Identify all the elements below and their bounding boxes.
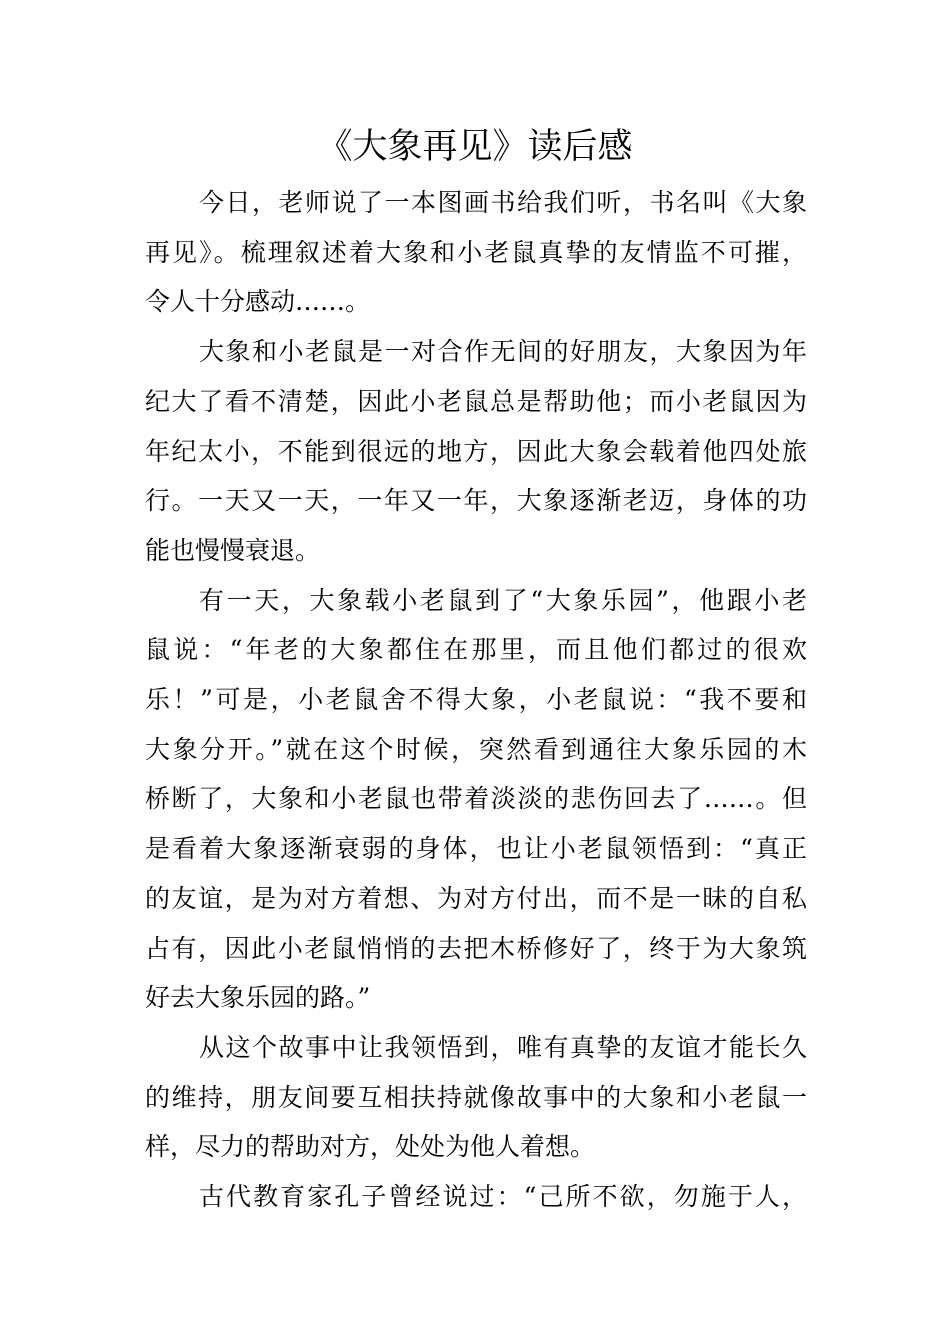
paragraph-line: 的维持，朋友间要互相扶持就像故事中的大象和小老鼠一 <box>145 1082 807 1112</box>
paragraph-line: 是看着大象逐渐衰弱的身体，也让小老鼠领悟到：“真正 <box>145 834 807 864</box>
paragraph-line: 再见》。梳理叙述着大象和小老鼠真挚的友情监不可摧， <box>145 237 807 267</box>
paragraph-line: 能也慢慢衰退。 <box>145 535 321 565</box>
paragraph-2 <box>145 327 807 576</box>
document-body <box>145 178 807 1222</box>
paragraph-line: 古代教育家孔子曾经说过：“己所不欲，勿施于人， <box>199 1182 807 1212</box>
paragraph-line: 乐！”可是，小老鼠舍不得大象，小老鼠说：“我不要和 <box>145 685 807 715</box>
paragraph-line: 的友谊，是为对方着想、为对方付出，而不是一昧的自私 <box>145 883 807 913</box>
document-title: 《大象再见》读后感 <box>317 127 633 167</box>
paragraph-line: 纪大了看不清楚，因此小老鼠总是帮助他；而小老鼠因为 <box>145 386 807 416</box>
paragraph-line: 行。一天又一天，一年又一年，大象逐渐老迈，身体的功 <box>145 486 807 516</box>
paragraph-line: 今日，老师说了一本图画书给我们听，书名叫《大象 <box>199 188 807 217</box>
paragraph-line: 有一天，大象载小老鼠到了“大象乐园”，他跟小老 <box>199 585 807 615</box>
paragraph-line: 桥断了，大象和小老鼠也带着淡淡的悲伤回去了……。但 <box>145 784 807 814</box>
paragraph-line: 好去大象乐园的路。” <box>145 983 371 1013</box>
paragraph-line: 大象和小老鼠是一对合作无间的好朋友，大象因为年 <box>199 337 807 367</box>
paragraph-line: 占有，因此小老鼠悄悄的去把木桥修好了，终于为大象筑 <box>145 933 807 963</box>
paragraph-line: 样，尽力的帮助对方，处处为他人着想。 <box>145 1132 596 1162</box>
paragraph-line: 大象分开。”就在这个时候，突然看到通往大象乐园的木 <box>145 734 807 764</box>
paragraph-1 <box>145 178 807 327</box>
paragraph-line: 年纪太小，不能到很远的地方，因此大象会载着他四处旅 <box>145 436 807 466</box>
paragraph-3 <box>145 576 807 1023</box>
paragraph-line: 令人十分感动……。 <box>145 287 371 317</box>
paragraph-line: 鼠说：“年老的大象都住在那里，而且他们都过的很欢 <box>145 635 807 665</box>
paragraph-5 <box>145 1172 807 1222</box>
paragraph-line: 从这个故事中让我领悟到，唯有真挚的友谊才能长久 <box>199 1032 807 1062</box>
paragraph-4 <box>145 1023 807 1172</box>
